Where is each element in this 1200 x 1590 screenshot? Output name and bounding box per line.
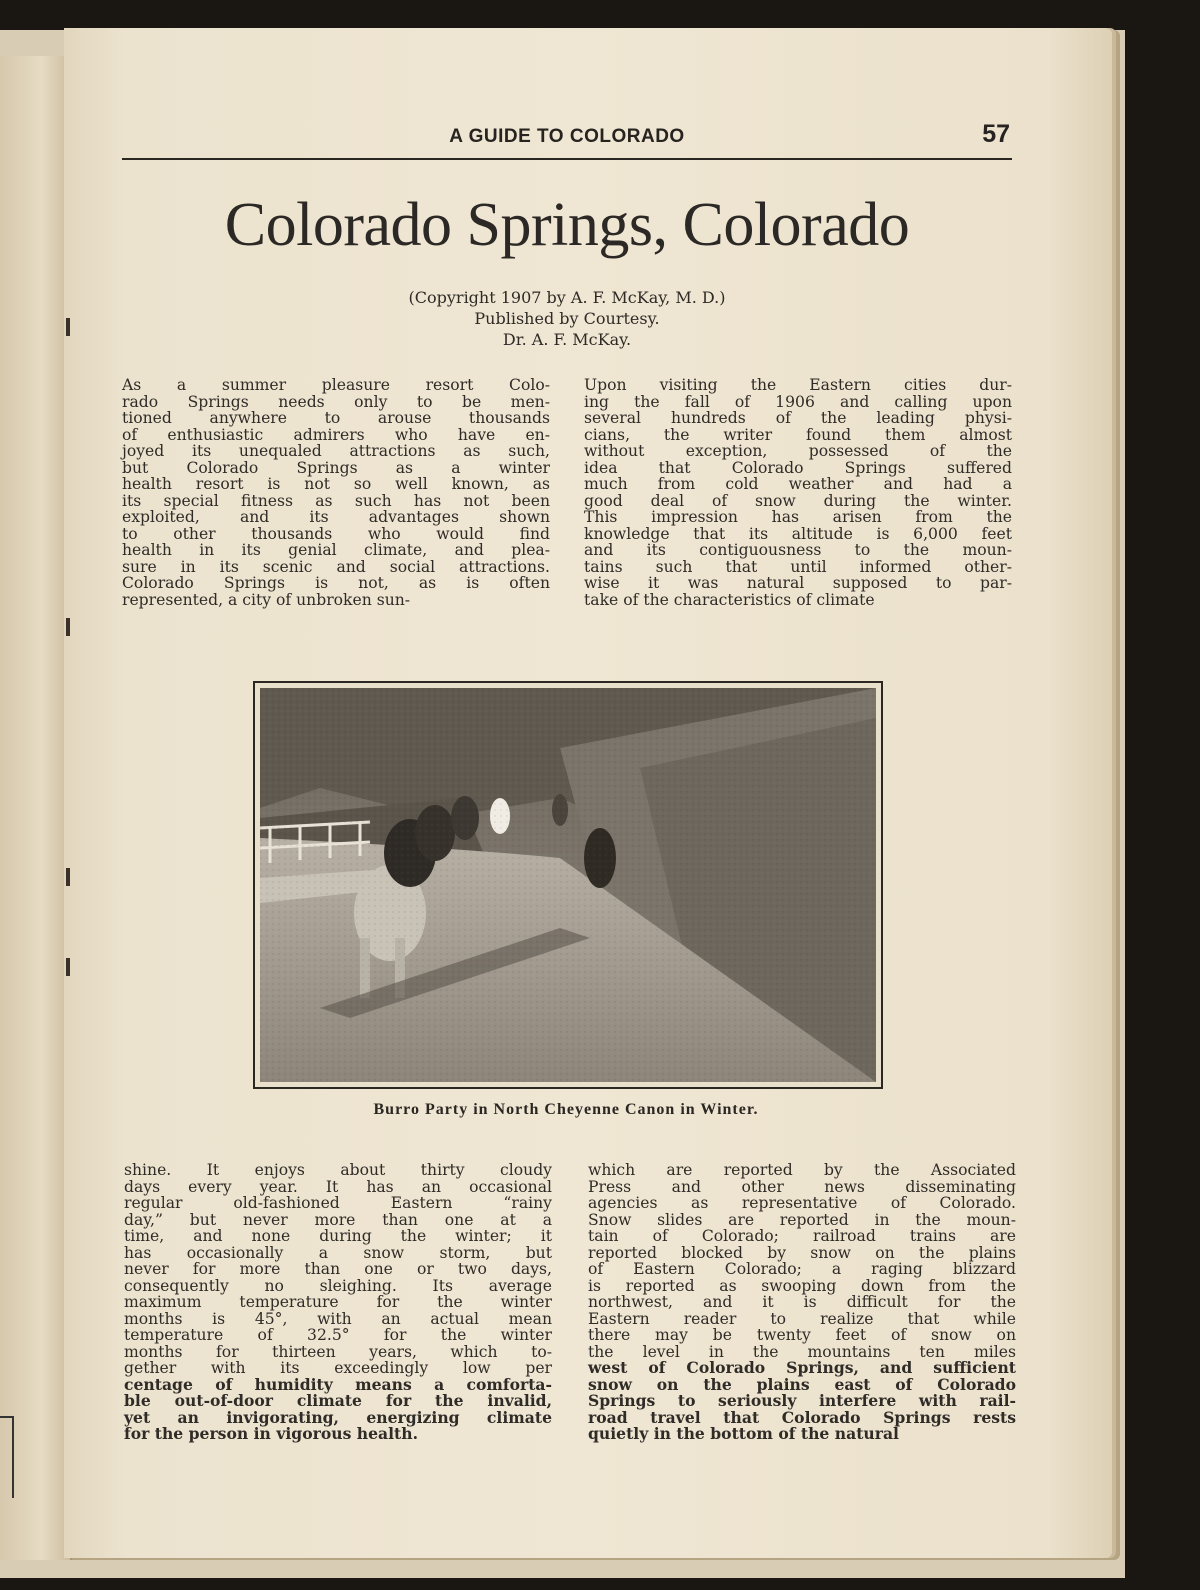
burro-party-photo: [260, 688, 876, 1082]
text-line: gether with its exceedingly low per: [124, 1359, 552, 1377]
text-column-bottom-right: [588, 1162, 1016, 1443]
binding-stitch: [66, 868, 70, 886]
text-line: temperature of 32.5° for the winter: [124, 1326, 552, 1344]
text-line: exploited, and its advantages shown: [122, 508, 550, 526]
text-line: reported blocked by snow on the plains: [588, 1243, 1016, 1262]
binding-stitch: [66, 318, 70, 336]
text-column-bottom-left: [124, 1162, 552, 1443]
text-line: health resort is not so well known, as: [122, 475, 550, 493]
text-line: ble out-of-door climate for the invalid,: [124, 1391, 552, 1410]
text-line: Press and other news disseminating: [588, 1177, 1016, 1196]
binding-stitch: [66, 618, 70, 636]
text-line: time, and none during the winter; it: [124, 1227, 552, 1245]
text-line: wise it was natural supposed to par-: [584, 574, 1012, 592]
running-title: A GUIDE TO COLORADO: [449, 126, 685, 147]
text-line: snow on the plains east of Colorado: [588, 1374, 1016, 1394]
text-line: Colorado Springs is not, as is often: [122, 574, 550, 592]
text-line: yet an invigorating, energizing climate: [124, 1407, 552, 1427]
text-line: for the person in vigorous health.: [124, 1424, 419, 1443]
photo-caption: Burro Party in North Cheyenne Canon in Winter.: [373, 1101, 759, 1118]
text-line: regular old-fashioned Eastern “rainy: [124, 1194, 552, 1212]
running-header: [122, 120, 1012, 160]
courtesy-line: Published by Courtesy.: [474, 309, 660, 328]
text-line: has occasionally a snow storm, but: [124, 1243, 552, 1262]
text-column-top-right: [584, 377, 1012, 608]
text-line: its special fitness as such has not been: [122, 491, 550, 510]
text-line: tain of Colorado; railroad trains are: [588, 1227, 1016, 1245]
text-line: which are reported by the Associated: [588, 1161, 1016, 1179]
text-line: tioned anywhere to arouse thousands: [122, 409, 550, 427]
text-line: cians, the writer found them almost: [584, 425, 1012, 444]
facing-page-rule: [0, 1416, 14, 1498]
article-title: Colorado Springs, Colorado: [224, 191, 910, 259]
text-line: good deal of snow during the winter.: [584, 491, 1012, 510]
text-line: road travel that Colorado Springs rests: [588, 1407, 1016, 1427]
text-line: Snow slides are reported in the moun-: [588, 1210, 1016, 1229]
text-line: day,” but never more than one at a: [124, 1210, 552, 1229]
page-number: 57: [982, 120, 1010, 148]
text-line: This impression has arisen from the: [584, 508, 1012, 526]
photo-frame: [253, 681, 883, 1089]
text-line: there may be twenty feet of snow on: [588, 1326, 1016, 1344]
text-line: but Colorado Springs as a winter: [122, 458, 550, 477]
facing-page-edge: [0, 56, 72, 1560]
text-line: knowledge that its altitude is 6,000 feet: [584, 524, 1012, 543]
text-line: is reported as swooping down from the: [588, 1276, 1016, 1295]
text-line: quietly in the bottom of the natural: [588, 1424, 899, 1443]
text-line: much from cold weather and had a: [584, 475, 1012, 493]
text-line: consequently no sleighing. Its average: [124, 1276, 552, 1295]
text-line: west of Colorado Springs, and sufficient: [588, 1358, 1016, 1377]
text-line: months is 45°, with an actual mean: [124, 1309, 552, 1328]
text-line: northwest, and it is difficult for the: [588, 1293, 1016, 1311]
binding-stitch: [66, 958, 70, 976]
text-column-top-left: [122, 377, 550, 608]
text-line: days every year. It has an occasional: [124, 1177, 552, 1196]
copyright-line: (Copyright 1907 by A. F. McKay, M. D.): [408, 288, 726, 307]
text-line: ing the fall of 1906 and calling upon: [584, 392, 1012, 411]
text-line: shine. It enjoys about thirty cloudy: [124, 1161, 552, 1179]
text-line: joyed its unequaled attractions as such,: [122, 442, 550, 460]
photo-illustration: [260, 688, 876, 1082]
text-line: take of the characteristics of climate: [584, 590, 875, 609]
text-line: months for thirteen years, which to-: [124, 1342, 552, 1361]
text-line: Eastern reader to realize that while: [588, 1309, 1016, 1328]
text-line: centage of humidity means a comforta-: [124, 1374, 552, 1394]
text-line: Upon visiting the Eastern cities dur-: [584, 376, 1012, 394]
text-line: of Eastern Colorado; a raging blizzard: [588, 1260, 1016, 1278]
text-line: represented, a city of unbroken sun-: [122, 590, 411, 609]
text-line: rado Springs needs only to be men-: [122, 392, 550, 411]
text-line: to other thousands who would find: [122, 524, 550, 543]
text-line: of enthusiastic admirers who have en-: [122, 425, 550, 444]
text-line: maximum temperature for the winter: [124, 1293, 552, 1311]
text-line: and its contiguousness to the moun-: [584, 541, 1012, 559]
text-line: Springs to seriously interfere with rail-: [588, 1391, 1016, 1410]
text-line: As a summer pleasure resort Colo-: [122, 376, 550, 394]
text-line: sure in its scenic and social attractions.: [122, 557, 550, 576]
text-line: the level in the mountains ten miles: [588, 1342, 1016, 1361]
text-line: never for more than one or two days,: [124, 1260, 552, 1278]
text-line: several hundreds of the leading physi-: [584, 409, 1012, 427]
text-line: agencies as representative of Colorado.: [588, 1194, 1016, 1212]
text-line: without exception, possessed of the: [584, 442, 1012, 460]
text-line: tains such that until informed other-: [584, 557, 1012, 576]
author-line: Dr. A. F. McKay.: [502, 330, 632, 349]
text-line: health in its genial climate, and plea-: [122, 541, 550, 559]
text-line: idea that Colorado Springs suffered: [584, 458, 1012, 477]
